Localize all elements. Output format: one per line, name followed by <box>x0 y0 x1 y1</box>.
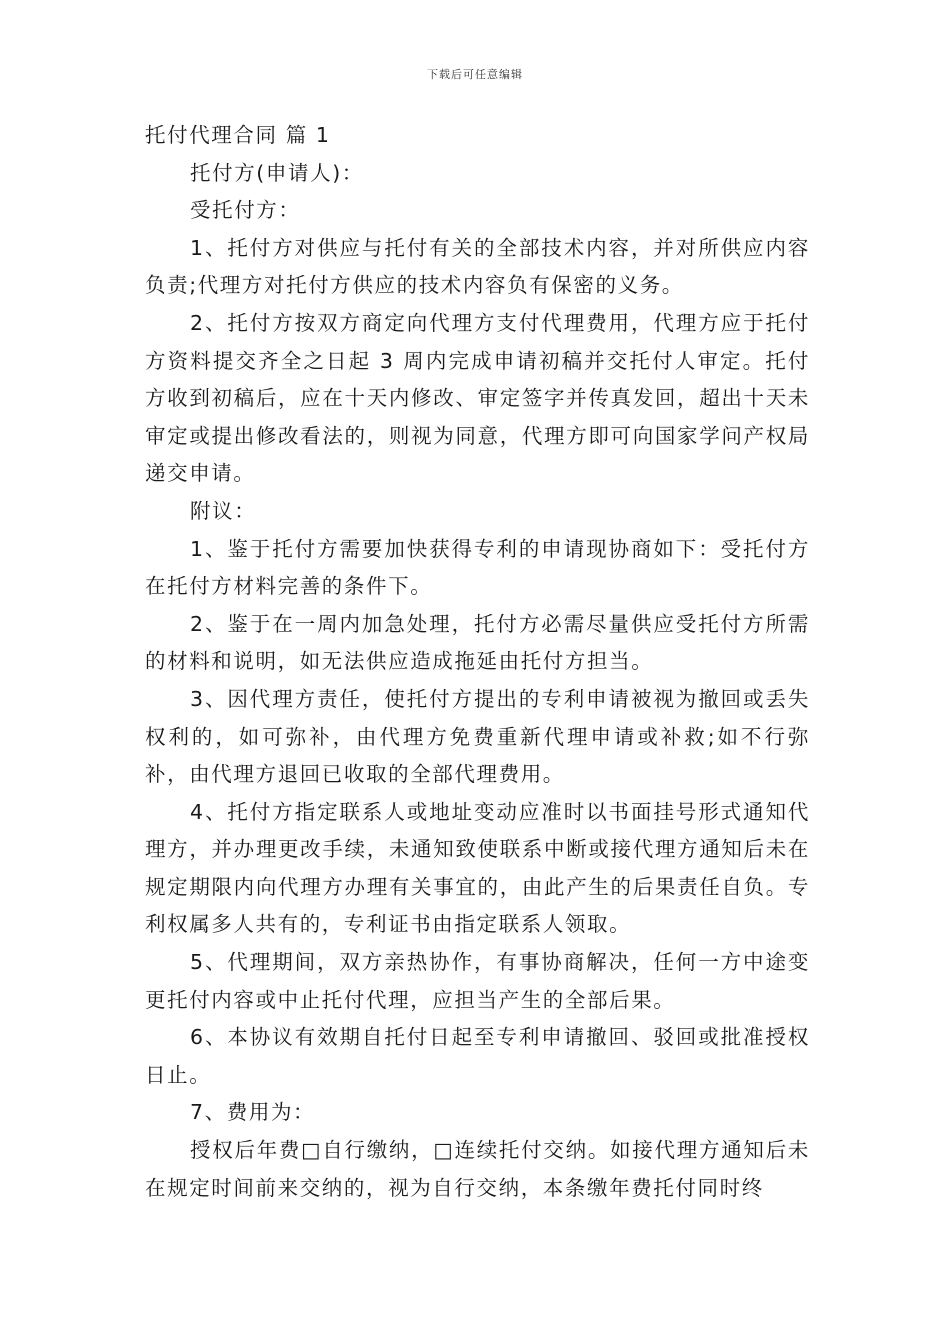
page-header-note: 下载后可任意编辑 <box>427 68 523 81</box>
paragraph-addendum-5: 5、代理期间，双方亲热协作，有事协商解决，任何一方中途变更托付内容或中止托付代理，应担当产生的全部后果。 <box>145 950 810 1012</box>
paragraph-annual-fee: 授权后年费□自行缴纳，□连续托付交纳。如接代理方通知后未在规定时间前来交纳的，视为自行交纳，本条缴年费托付同时终 <box>145 1138 810 1200</box>
paragraph-addendum-4: 4、托付方指定联系人或地址变动应准时以书面挂号形式通知代理方，并办理更改手续，未通知致使联系中断或接代理方通知后未在规定期限内向代理方办理有关事宜的，由此产生的后果责任自负。专利权属多人共有的，专利证书由指定联系人领取。 <box>145 799 810 937</box>
document-title: 托付代理合同 篇 1 <box>145 123 331 147</box>
paragraph-addendum-7: 7、费用为： <box>190 1100 316 1125</box>
paragraph-addendum-6: 6、本协议有效期自托付日起至专利申请撤回、驳回或批准授权日止。 <box>145 1025 810 1087</box>
paragraph-clause-2: 2、托付方按双方商定向代理方支付代理费用，代理方应于托付方资料提交齐全之日起 3 周内完成申请初稿并交托付人审定。托付方收到初稿后，应在十天内修改、审定签字并传真发回，超出十天未审定或提出修改看法的，则视为同意，代理方即可向国家学问产权局递交申请。 <box>145 310 810 486</box>
paragraph-addendum-2: 2、鉴于在一周内加急处理，托付方必需尽量供应受托付方所需的材料和说明，如无法供应造成拖延由托付方担当。 <box>145 611 810 674</box>
paragraph-clause-1: 1、托付方对供应与托付有关的全部技术内容，并对所供应内容负责;代理方对托付方供应的技术内容负有保密的义务。 <box>145 235 810 298</box>
paragraph-applicant: 托付方(申请人)： <box>190 160 364 185</box>
paragraph-addendum-heading: 附议： <box>190 498 257 523</box>
paragraph-trustee: 受托付方： <box>190 198 301 223</box>
document-body <box>145 117 810 1207</box>
paragraph-addendum-1: 1、鉴于托付方需要加快获得专利的申请现协商如下：受托付方在托付方材料完善的条件下。 <box>145 536 810 599</box>
paragraph-addendum-3: 3、因代理方责任，使托付方提出的专利申请被视为撤回或丢失权利的，如可弥补，由代理方免费重新代理申请或补救;如不行弥补，由代理方退回已收取的全部代理费用。 <box>145 686 810 787</box>
